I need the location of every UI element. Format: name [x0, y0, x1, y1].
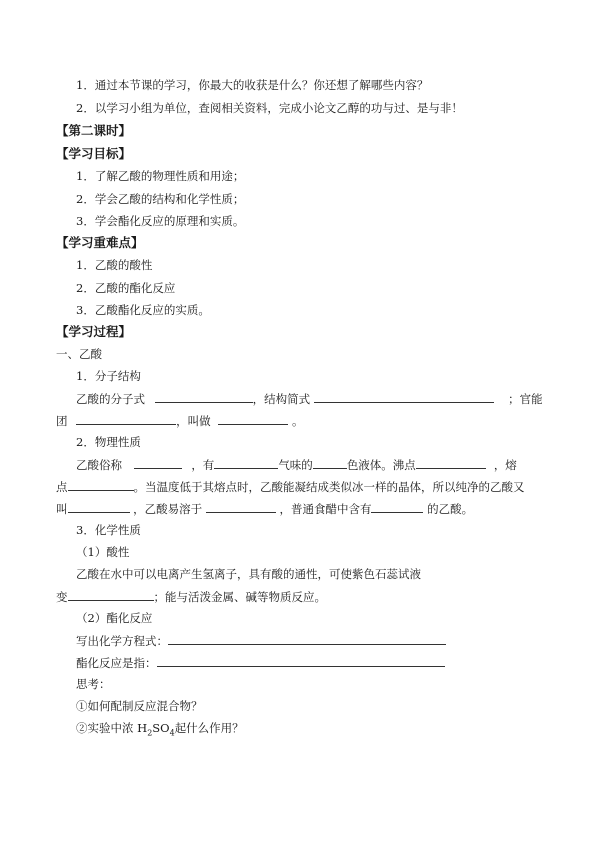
q2-text-a: ②实验中浓 H [76, 721, 148, 735]
key-point-item: 3．乙酸酯化反应的实质。 [76, 303, 210, 317]
label-becomes: 变 [56, 590, 68, 604]
physical-ice-text: 。当温度低于其熔点时，乙酸能凝结成类似冰一样的晶体，所以纯净的乙酸又 [133, 480, 525, 494]
blank-solvent[interactable] [206, 500, 276, 513]
q2-text-c: 起什么作用？ [174, 721, 244, 735]
label-soluble-in: ，乙酸易溶于 [133, 502, 203, 516]
blank-boiling-point[interactable] [416, 456, 486, 469]
acidity-title: （1）酸性 [76, 545, 130, 559]
label-odor: 气味的 [278, 458, 313, 472]
label-common-name: 乙酸俗称 [76, 458, 122, 472]
label-boiling-point: 色液体。沸点 [346, 458, 416, 472]
blank-vinegar-percent[interactable] [371, 500, 423, 513]
label-molecular-formula: 乙酸的分子式 [76, 392, 145, 406]
process-heading: 【学习过程】 [56, 324, 132, 339]
structure-line-2 [56, 412, 303, 429]
label-write-equation: 写出化学方程式： [76, 634, 168, 648]
chemical-title: 3．化学性质 [76, 523, 141, 537]
physical-line-3 [56, 500, 473, 517]
think-question-2 [76, 720, 244, 741]
think-label: 思考： [76, 677, 111, 691]
q2-sub-4: 4 [169, 728, 175, 738]
q2-text-b: SO [152, 721, 170, 735]
structure-line-1 [76, 390, 543, 407]
acidity-line-1: 乙酸在水中可以电离产生氢离子，具有酸的通性，可使紫色石蕊试液 [76, 567, 421, 581]
acidity-reacts-text: ；能与活泼金属、碱等物质反应。 [153, 590, 326, 604]
blank-equation[interactable] [168, 632, 446, 645]
blank-structural-formula[interactable] [314, 390, 494, 403]
think-question-1: ①如何配制反应混合物？ [76, 699, 203, 713]
label-group: 团 [56, 414, 68, 428]
structure-end: 。 [291, 414, 304, 428]
lesson-title: 【第二课时】 [56, 123, 132, 138]
key-point-item: 1．乙酸的酸性 [76, 258, 153, 272]
section-acetic-acid: 一、乙酸 [56, 347, 102, 361]
key-points-heading: 【学习重难点】 [56, 235, 144, 250]
label-functional-group: ；官能 [508, 392, 543, 406]
blank-glacial-name[interactable] [68, 500, 130, 513]
physical-line-1 [76, 456, 517, 473]
blank-definition[interactable] [157, 654, 445, 667]
acidity-line-2 [56, 588, 326, 605]
structure-title: 1．分子结构 [76, 369, 141, 383]
goals-heading: 【学习目标】 [56, 146, 132, 161]
blank-functional-group[interactable] [76, 412, 176, 425]
blank-molecular-formula[interactable] [155, 390, 253, 403]
label-esterification-definition: 酯化反应是指： [76, 656, 157, 670]
physical-line-2 [56, 478, 525, 495]
label-acetic-acid-end: 的乙酸。 [427, 502, 474, 516]
label-called-glacial: 叫 [56, 502, 68, 516]
label-structural-formula: ，结构简式 [252, 392, 311, 406]
reflection-question-1: 1．通过本节课的学习，你最大的收获是什么？你还想了解哪些内容？ [76, 78, 429, 92]
key-point-item: 2．乙酸的酯化反应 [76, 281, 176, 295]
esterification-title: （2）酯化反应 [76, 611, 153, 625]
label-point: 点 [56, 480, 68, 494]
goal-item: 2．学会乙酸的结构和化学性质； [76, 192, 245, 206]
blank-odor[interactable] [214, 456, 278, 469]
definition-line [76, 654, 445, 671]
reflection-question-2: 2．以学习小组为单位，查阅相关资料，完成小论文乙醇的功与过、是与非！ [76, 101, 463, 115]
label-has: ，有 [191, 458, 215, 472]
label-vinegar-contains: ，普通食醋中含有 [279, 502, 372, 516]
blank-melting-point[interactable] [68, 478, 134, 491]
goal-item: 1．了解乙酸的物理性质和用途； [76, 169, 245, 183]
blank-color[interactable] [313, 456, 347, 469]
blank-group-name[interactable] [218, 412, 288, 425]
physical-title: 2．物理性质 [76, 435, 141, 449]
goal-item: 3．学会酯化反应的原理和实质。 [76, 214, 245, 228]
label-called: ，叫做 [176, 414, 211, 428]
blank-litmus-color[interactable] [68, 588, 154, 601]
label-melt: ，熔 [493, 458, 517, 472]
blank-common-name[interactable] [134, 456, 182, 469]
q2-sub-2: 2 [147, 728, 153, 738]
equation-line [76, 632, 446, 649]
